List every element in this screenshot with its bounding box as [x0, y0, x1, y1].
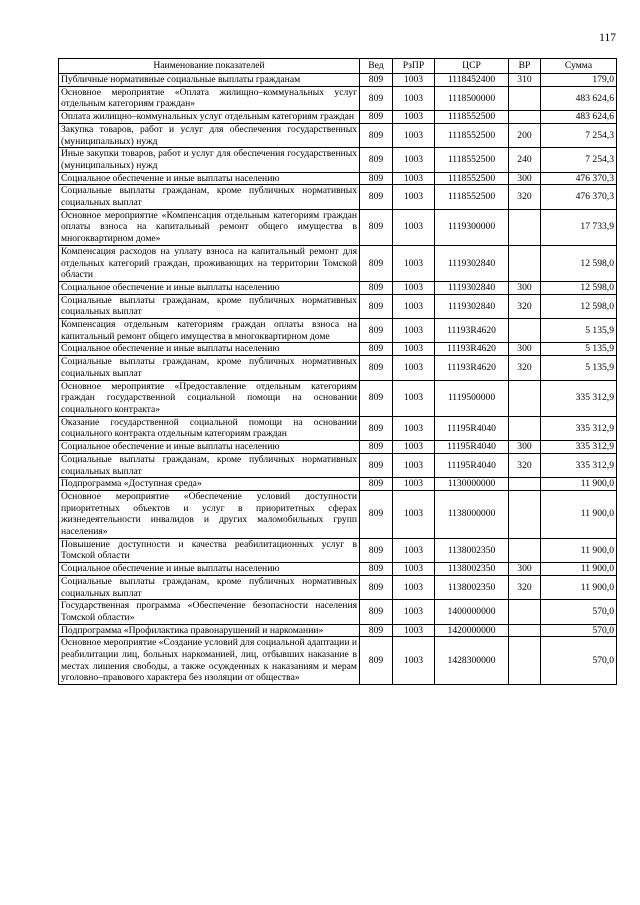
row-name: Компенсация расходов на уплату взноса на капитальный ремонт для отдельных категорий граждан, проживающих на территории Томской области: [59, 245, 360, 281]
row-name: Социальные выплаты гражданам, кроме публичных нормативных социальных выплат: [59, 453, 360, 477]
row-name: Основное мероприятие «Оплата жилищно–коммунальных услуг отдельным категориям граждан»: [59, 86, 360, 110]
row-rzpr: 1003: [393, 575, 435, 599]
row-name: Основное мероприятие «Компенсация отдельным категориям граждан оплаты взноса на капитальный ремонт общего имущества в многоквартирном доме»: [59, 209, 360, 245]
budget-table: [58, 58, 617, 685]
row-csr: 1130000000: [435, 478, 509, 491]
table-row: [59, 380, 617, 416]
table-row: [59, 575, 617, 599]
row-csr: 1138002350: [435, 563, 509, 576]
row-csr: 11195R4040: [435, 416, 509, 440]
row-csr: 1118452400: [435, 74, 509, 87]
row-ved: 809: [360, 86, 393, 110]
row-sum: 11 900,0: [541, 538, 617, 562]
row-name: Основное мероприятие «Создание условий для социальной адаптации и реабилитации лиц, больных наркоманией, лиц, отбывших наказание в местах лишения свободы, а также осужденных к наказаниям и мерам уголовно–правового характера без изоляции от общества»: [59, 637, 360, 685]
row-vr: 300: [509, 441, 541, 454]
row-sum: 7 254,3: [541, 123, 617, 147]
table-row: [59, 490, 617, 538]
row-name: Оказание государственной социальной помощи на основании социального контракта отдельным категориям граждан: [59, 416, 360, 440]
row-sum: 5 135,9: [541, 319, 617, 343]
row-vr: [509, 637, 541, 685]
row-vr: 300: [509, 172, 541, 185]
row-sum: 11 900,0: [541, 478, 617, 491]
row-ved: 809: [360, 441, 393, 454]
row-vr: [509, 478, 541, 491]
row-ved: 809: [360, 111, 393, 124]
row-name: Основное мероприятие «Обеспечение условий доступности приоритетных объектов и услуг в приоритетных сферах жизнедеятельности инвалидов и других маломобильных групп населения»: [59, 490, 360, 538]
row-csr: 1118552500: [435, 185, 509, 209]
row-ved: 809: [360, 343, 393, 356]
row-name: Социальные выплаты гражданам, кроме публичных нормативных социальных выплат: [59, 185, 360, 209]
table-row: [59, 245, 617, 281]
row-name: Подпрограмма «Доступная среда»: [59, 478, 360, 491]
row-name: Социальные выплаты гражданам, кроме публичных нормативных социальных выплат: [59, 356, 360, 380]
row-ved: 809: [360, 356, 393, 380]
row-rzpr: 1003: [393, 453, 435, 477]
table-row: [59, 111, 617, 124]
row-sum: 12 598,0: [541, 294, 617, 318]
row-ved: 809: [360, 538, 393, 562]
row-name: Социальные выплаты гражданам, кроме публичных нормативных социальных выплат: [59, 294, 360, 318]
row-vr: 240: [509, 148, 541, 172]
row-vr: [509, 538, 541, 562]
row-sum: 570,0: [541, 637, 617, 685]
row-csr: 11193R4620: [435, 343, 509, 356]
row-rzpr: 1003: [393, 490, 435, 538]
row-ved: 809: [360, 563, 393, 576]
row-name: Компенсация отдельным категориям граждан оплаты взноса на капитальный ремонт общего имущества в многоквартирном доме: [59, 319, 360, 343]
row-ved: 809: [360, 74, 393, 87]
row-sum: 335 312,9: [541, 380, 617, 416]
row-vr: 320: [509, 356, 541, 380]
row-name: Закупка товаров, работ и услуг для обеспечения государственных (муниципальных) нужд: [59, 123, 360, 147]
row-sum: 11 900,0: [541, 575, 617, 599]
row-vr: 300: [509, 563, 541, 576]
row-name: Социальное обеспечение и иные выплаты населению: [59, 281, 360, 294]
row-rzpr: 1003: [393, 538, 435, 562]
row-sum: 12 598,0: [541, 281, 617, 294]
row-csr: 1119302840: [435, 245, 509, 281]
table-row: [59, 172, 617, 185]
row-name: Социальное обеспечение и иные выплаты населению: [59, 563, 360, 576]
row-csr: 1118552500: [435, 148, 509, 172]
row-csr: 11193R4620: [435, 356, 509, 380]
row-sum: 179,0: [541, 74, 617, 87]
row-vr: [509, 209, 541, 245]
row-vr: [509, 380, 541, 416]
table-row: [59, 600, 617, 624]
row-rzpr: 1003: [393, 74, 435, 87]
table-row: [59, 441, 617, 454]
row-rzpr: 1003: [393, 600, 435, 624]
row-rzpr: 1003: [393, 563, 435, 576]
row-ved: 809: [360, 490, 393, 538]
row-vr: [509, 416, 541, 440]
row-rzpr: 1003: [393, 319, 435, 343]
header-name: Наименование показателей: [59, 59, 360, 74]
row-vr: 200: [509, 123, 541, 147]
row-sum: 483 624,6: [541, 111, 617, 124]
row-rzpr: 1003: [393, 281, 435, 294]
row-sum: 483 624,6: [541, 86, 617, 110]
table-row: [59, 294, 617, 318]
row-sum: 570,0: [541, 600, 617, 624]
row-csr: 1118552500: [435, 123, 509, 147]
row-sum: 570,0: [541, 624, 617, 637]
row-ved: 809: [360, 123, 393, 147]
row-name: Социальные выплаты гражданам, кроме публичных нормативных социальных выплат: [59, 575, 360, 599]
table-row: [59, 356, 617, 380]
row-vr: [509, 490, 541, 538]
row-rzpr: 1003: [393, 356, 435, 380]
row-name: Публичные нормативные социальные выплаты гражданам: [59, 74, 360, 87]
header-sum: Сумма: [541, 59, 617, 74]
table-row: [59, 416, 617, 440]
row-rzpr: 1003: [393, 245, 435, 281]
row-ved: 809: [360, 185, 393, 209]
row-csr: 1420000000: [435, 624, 509, 637]
row-vr: [509, 319, 541, 343]
row-csr: 11195R4040: [435, 441, 509, 454]
row-sum: 335 312,9: [541, 441, 617, 454]
row-csr: 1119500000: [435, 380, 509, 416]
table-row: [59, 538, 617, 562]
table-row: [59, 563, 617, 576]
row-name: Социальное обеспечение и иные выплаты населению: [59, 343, 360, 356]
row-ved: 809: [360, 624, 393, 637]
table-row: [59, 86, 617, 110]
row-sum: 476 370,3: [541, 185, 617, 209]
header-csr: ЦСР: [435, 59, 509, 74]
row-vr: [509, 111, 541, 124]
row-vr: 300: [509, 281, 541, 294]
row-name: Государственная программа «Обеспечение безопасности населения Томской области»: [59, 600, 360, 624]
row-ved: 809: [360, 600, 393, 624]
row-rzpr: 1003: [393, 209, 435, 245]
row-ved: 809: [360, 209, 393, 245]
row-csr: 1400000000: [435, 600, 509, 624]
row-ved: 809: [360, 245, 393, 281]
row-rzpr: 1003: [393, 123, 435, 147]
table-header-row: [59, 59, 617, 74]
header-rzpr: РзПР: [393, 59, 435, 74]
row-ved: 809: [360, 478, 393, 491]
row-vr: [509, 86, 541, 110]
row-ved: 809: [360, 148, 393, 172]
row-ved: 809: [360, 416, 393, 440]
row-csr: 1119300000: [435, 209, 509, 245]
row-vr: 320: [509, 575, 541, 599]
row-sum: 476 370,3: [541, 172, 617, 185]
row-rzpr: 1003: [393, 441, 435, 454]
table-row: [59, 185, 617, 209]
row-name: Повышение доступности и качества реабилитационных услуг в Томской области: [59, 538, 360, 562]
row-csr: 1428300000: [435, 637, 509, 685]
row-csr: 1138000000: [435, 490, 509, 538]
row-rzpr: 1003: [393, 637, 435, 685]
row-rzpr: 1003: [393, 86, 435, 110]
row-sum: 17 733,9: [541, 209, 617, 245]
row-name: Основное мероприятие «Предоставление отдельным категориям граждан государственной социальной помощи на основании социального контракта»: [59, 380, 360, 416]
table-row: [59, 478, 617, 491]
row-name: Социальное обеспечение и иные выплаты населению: [59, 172, 360, 185]
row-csr: 11193R4620: [435, 319, 509, 343]
row-vr: 310: [509, 74, 541, 87]
row-name: Социальное обеспечение и иные выплаты населению: [59, 441, 360, 454]
row-rzpr: 1003: [393, 380, 435, 416]
table-row: [59, 624, 617, 637]
row-name: Подпрограмма «Профилактика правонарушений и наркомании»: [59, 624, 360, 637]
table-body: [59, 74, 617, 685]
table-row: [59, 637, 617, 685]
row-ved: 809: [360, 575, 393, 599]
table-row: [59, 453, 617, 477]
row-ved: 809: [360, 294, 393, 318]
table-row: [59, 209, 617, 245]
header-vr: ВР: [509, 59, 541, 74]
row-ved: 809: [360, 281, 393, 294]
row-sum: 5 135,9: [541, 343, 617, 356]
row-vr: [509, 624, 541, 637]
row-vr: 320: [509, 185, 541, 209]
row-rzpr: 1003: [393, 148, 435, 172]
row-rzpr: 1003: [393, 343, 435, 356]
row-rzpr: 1003: [393, 294, 435, 318]
row-csr: 1118552500: [435, 111, 509, 124]
row-csr: 1118500000: [435, 86, 509, 110]
row-csr: 1138002350: [435, 538, 509, 562]
row-vr: [509, 600, 541, 624]
row-sum: 7 254,3: [541, 148, 617, 172]
row-sum: 335 312,9: [541, 453, 617, 477]
row-ved: 809: [360, 453, 393, 477]
row-csr: 1119302840: [435, 294, 509, 318]
row-vr: 320: [509, 294, 541, 318]
table-row: [59, 281, 617, 294]
table-row: [59, 148, 617, 172]
row-ved: 809: [360, 380, 393, 416]
page-number: 117: [599, 32, 616, 44]
row-csr: 1138002350: [435, 575, 509, 599]
row-rzpr: 1003: [393, 172, 435, 185]
row-rzpr: 1003: [393, 478, 435, 491]
row-rzpr: 1003: [393, 185, 435, 209]
row-sum: 11 900,0: [541, 563, 617, 576]
row-csr: 1119302840: [435, 281, 509, 294]
row-vr: [509, 245, 541, 281]
row-ved: 809: [360, 637, 393, 685]
row-sum: 12 598,0: [541, 245, 617, 281]
row-rzpr: 1003: [393, 624, 435, 637]
table-row: [59, 343, 617, 356]
table-row: [59, 74, 617, 87]
row-ved: 809: [360, 319, 393, 343]
table-row: [59, 123, 617, 147]
row-ved: 809: [360, 172, 393, 185]
row-csr: 1118552500: [435, 172, 509, 185]
row-sum: 11 900,0: [541, 490, 617, 538]
row-vr: 300: [509, 343, 541, 356]
row-name: Иные закупки товаров, работ и услуг для обеспечения государственных (муниципальных) нужд: [59, 148, 360, 172]
row-rzpr: 1003: [393, 416, 435, 440]
header-ved: Вед: [360, 59, 393, 74]
row-name: Оплата жилищно–коммунальных услуг отдельным категориям граждан: [59, 111, 360, 124]
row-csr: 11195R4040: [435, 453, 509, 477]
row-rzpr: 1003: [393, 111, 435, 124]
table-row: [59, 319, 617, 343]
row-vr: 320: [509, 453, 541, 477]
row-sum: 335 312,9: [541, 416, 617, 440]
row-sum: 5 135,9: [541, 356, 617, 380]
